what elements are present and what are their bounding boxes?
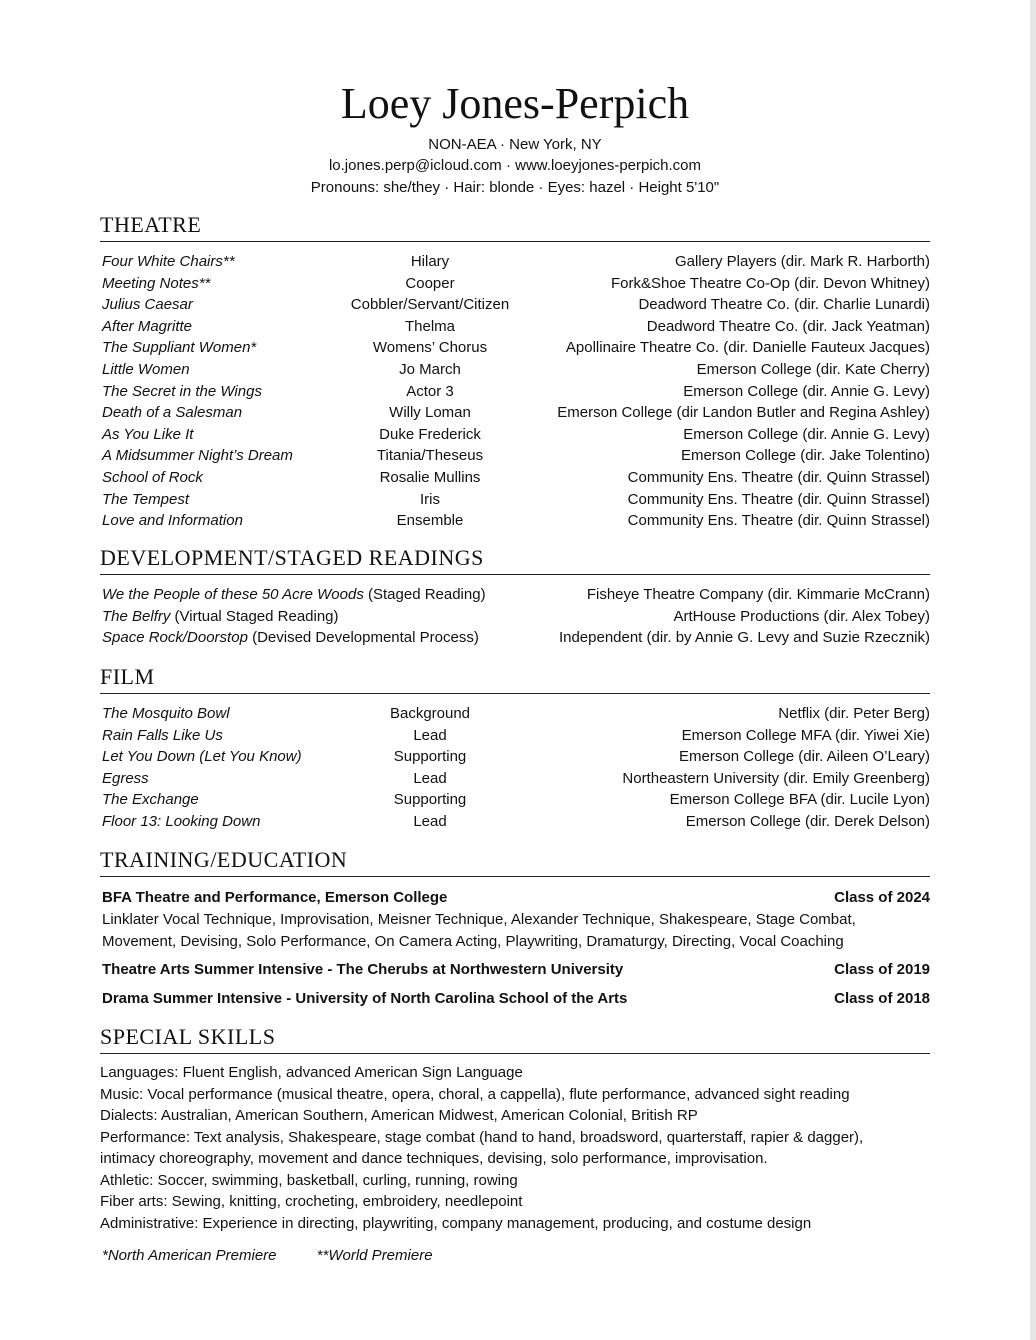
skills-heading: SPECIAL SKILLS xyxy=(100,1024,930,1054)
development-title-cell xyxy=(102,627,479,649)
credit-role: Duke Frederick xyxy=(379,425,481,443)
film-role: Supporting xyxy=(393,791,467,809)
theatre-heading: THEATRE xyxy=(100,212,930,242)
film-role: Lead xyxy=(413,769,447,787)
film-role: Lead xyxy=(413,726,447,744)
development-credit-row xyxy=(100,606,930,628)
development-company: ArtHouse Productions (dir. Alex Tobey) xyxy=(673,607,930,625)
film-credit-row xyxy=(100,703,930,725)
theatre-credit-row xyxy=(100,424,930,446)
film-section xyxy=(100,664,930,833)
intensive-row-1 xyxy=(100,959,930,981)
credit-company: Community Ens. Theatre (dir. Quinn Strassel) xyxy=(627,468,930,486)
credit-show-title: The Tempest xyxy=(102,490,189,508)
theatre-credit-row xyxy=(100,510,930,532)
union-location: NON-AEA · New York, NY xyxy=(428,136,602,153)
theatre-credit-row xyxy=(100,445,930,467)
credit-company: Emerson College (dir. Annie G. Levy) xyxy=(683,425,930,443)
development-heading: DEVELOPMENT/STAGED READINGS xyxy=(100,545,930,575)
credit-role: Ensemble xyxy=(396,512,464,530)
credit-role: Jo March xyxy=(399,360,461,378)
credit-show-title: A Midsummer Night’s Dream xyxy=(102,447,293,465)
film-credit-row xyxy=(100,746,930,768)
credit-show-title: As You Like It xyxy=(102,425,194,443)
film-title: Egress xyxy=(102,769,149,787)
film-role: Lead xyxy=(413,812,447,830)
intensive-1-name: Theatre Arts Summer Intensive - The Cherubs at Northwestern University xyxy=(102,961,624,978)
skill-line: Performance: Text analysis, Shakespeare, stage combat (hand to hand, broadsword, quarterstaff, rapier & dagger), xyxy=(100,1128,864,1146)
skill-line: Music: Vocal performance (musical theatre, opera, choral, a cappella), flute performance, advanced sight reading xyxy=(100,1085,850,1103)
development-show-title: The Belfry xyxy=(102,607,171,625)
theatre-credit-row xyxy=(100,489,930,511)
development-show-title: We the People of these 50 Acre Woods xyxy=(102,586,364,603)
film-production: Emerson College BFA (dir. Lucile Lyon) xyxy=(669,791,930,809)
credit-show-title: Meeting Notes** xyxy=(102,274,211,292)
theatre-credit-row xyxy=(100,381,930,403)
film-title: Floor 13: Looking Down xyxy=(102,812,261,830)
degree-name: BFA Theatre and Performance, Emerson College xyxy=(102,889,448,906)
film-role: Supporting xyxy=(393,748,467,766)
development-section xyxy=(100,545,930,649)
credit-company: Emerson College (dir. Annie G. Levy) xyxy=(683,382,930,400)
theatre-credit-row xyxy=(100,467,930,489)
actor-name: Loey Jones-Perpich xyxy=(340,79,690,128)
credit-role: Actor 3 xyxy=(406,382,454,400)
film-credit-row xyxy=(100,789,930,811)
development-credit-row xyxy=(100,627,930,649)
film-credits xyxy=(100,703,930,833)
development-show-title: Space Rock/Doorstop xyxy=(102,629,248,647)
credit-show-title: Death of a Salesman xyxy=(102,404,243,422)
film-title: The Exchange xyxy=(102,791,199,809)
skill-line: Dialects: Australian, American Southern, American Midwest, American Colonial, British RP xyxy=(100,1107,698,1124)
theatre-credit-row xyxy=(100,251,930,273)
credit-show-title: Four White Chairs** xyxy=(102,253,235,270)
development-company: Independent (dir. by Annie G. Levy and Suzie Rzecznik) xyxy=(558,629,930,647)
skills-section xyxy=(100,1024,930,1234)
training-section xyxy=(100,847,930,1010)
credit-company: Deadword Theatre Co. (dir. Jack Yeatman) xyxy=(646,317,930,335)
theatre-credit-row xyxy=(100,359,930,381)
physical-details: Pronouns: she/they · Hair: blonde · Eyes: hazel · Height 5'10" xyxy=(310,179,720,196)
film-production: Emerson College (dir. Aileen O’Leary) xyxy=(679,748,930,766)
development-credit-row xyxy=(100,584,930,606)
credit-show-title: The Suppliant Women* xyxy=(102,339,257,357)
skill-line: Languages: Fluent English, advanced American Sign Language xyxy=(100,1064,523,1081)
credit-company: Emerson College (dir. Kate Cherry) xyxy=(696,360,930,378)
credit-show-title: The Secret in the Wings xyxy=(102,382,262,400)
training-heading: TRAINING/EDUCATION xyxy=(100,847,930,877)
film-heading: FILM xyxy=(100,664,930,694)
development-format: (Devised Developmental Process) xyxy=(247,629,479,647)
skill-line: Athletic: Soccer, swimming, basketball, curling, running, rowing xyxy=(100,1171,518,1189)
film-title: The Mosquito Bowl xyxy=(102,705,230,722)
film-production: Emerson College (dir. Derek Delson) xyxy=(685,812,930,830)
film-production: Netflix (dir. Peter Berg) xyxy=(778,705,930,722)
theatre-credit-row xyxy=(100,294,930,316)
credit-company: Fork&Shoe Theatre Co-Op (dir. Devon Whitney) xyxy=(610,274,930,292)
credit-show-title: School of Rock xyxy=(102,468,203,486)
credit-company: Apollinaire Theatre Co. (dir. Danielle Fauteux Jacques) xyxy=(565,339,930,357)
theatre-credit-row xyxy=(100,316,930,338)
film-role: Background xyxy=(389,705,471,722)
credit-company: Deadword Theatre Co. (dir. Charlie Lunardi) xyxy=(638,296,930,314)
theatre-credit-row xyxy=(100,337,930,359)
credit-company: Emerson College (dir. Jake Tolentino) xyxy=(680,447,930,465)
credit-show-title: After Magritte xyxy=(102,317,193,335)
theatre-credit-row xyxy=(100,402,930,424)
film-credit-row xyxy=(100,768,930,790)
degree-coursework: Linklater Vocal Technique, Improvisation, Meisner Technique, Alexander Technique, Shakespeare, Stage Combat, Movement, Devising, Solo Performance, On Camera Acting, Playwriting, Dramaturgy, Directing, Vocal Coaching xyxy=(102,911,856,950)
footnotes xyxy=(102,1247,469,1264)
credit-show-title: Little Women xyxy=(102,360,190,378)
credit-role: Womens’ Chorus xyxy=(372,339,488,357)
credit-show-title: Love and Information xyxy=(102,512,243,530)
intensive-1-class: Class of 2019 xyxy=(834,961,930,978)
film-production: Northeastern University (dir. Emily Greenberg) xyxy=(622,769,930,787)
intensive-2-name: Drama Summer Intensive - University of North Carolina School of the Arts xyxy=(102,990,628,1007)
film-title: Let You Down (Let You Know) xyxy=(102,748,302,766)
development-title-cell xyxy=(102,584,486,606)
footnote-world-premiere: **World Premiere xyxy=(316,1247,433,1264)
credit-role: Thelma xyxy=(404,317,456,335)
theatre-section xyxy=(100,212,930,532)
skill-line: Administrative: Experience in directing, playwriting, company management, producing, and costume design xyxy=(100,1214,812,1232)
credit-company: Community Ens. Theatre (dir. Quinn Strassel) xyxy=(627,512,930,530)
theatre-credits xyxy=(100,251,930,532)
credit-company: Community Ens. Theatre (dir. Quinn Strassel) xyxy=(627,490,930,508)
skill-line: Fiber arts: Sewing, knitting, crocheting, embroidery, needlepoint xyxy=(100,1193,523,1210)
skills-list xyxy=(100,1062,930,1234)
development-company: Fisheye Theatre Company (dir. Kimmarie McCrann) xyxy=(586,586,930,603)
credit-role: Hilary xyxy=(410,253,450,270)
intensive-row-2 xyxy=(100,988,930,1010)
credit-company: Gallery Players (dir. Mark R. Harborth) xyxy=(674,253,930,270)
footnote-na-premiere: *North American Premiere xyxy=(102,1247,277,1264)
intensive-2-class: Class of 2018 xyxy=(834,990,930,1007)
skill-line: intimacy choreography, movement and dance techniques, devising, solo performance, improvisation. xyxy=(100,1150,768,1167)
credit-company: Emerson College (dir Landon Butler and Regina Ashley) xyxy=(557,404,930,422)
development-format: (Virtual Staged Reading) xyxy=(170,607,339,625)
film-production: Emerson College MFA (dir. Yiwei Xie) xyxy=(681,726,930,744)
degree-row xyxy=(100,887,930,909)
film-credit-row xyxy=(100,725,930,747)
credit-role: Iris xyxy=(420,490,440,508)
development-format: (Staged Reading) xyxy=(363,586,486,603)
film-credit-row xyxy=(100,811,930,833)
development-title-cell xyxy=(102,606,339,628)
degree-class: Class of 2024 xyxy=(834,889,930,906)
theatre-credit-row xyxy=(100,273,930,295)
contact-info: lo.jones.perp@icloud.com · www.loeyjones-perpich.com xyxy=(328,157,702,174)
credit-role: Willy Loman xyxy=(389,404,471,422)
credit-role: Cobbler/Servant/Citizen xyxy=(350,296,510,314)
credit-show-title: Julius Caesar xyxy=(102,296,193,314)
credit-role: Cooper xyxy=(405,274,455,292)
development-credits xyxy=(100,584,930,649)
film-title: Rain Falls Like Us xyxy=(102,726,223,744)
credit-role: Rosalie Mullins xyxy=(379,468,481,486)
credit-role: Titania/Theseus xyxy=(376,447,484,465)
